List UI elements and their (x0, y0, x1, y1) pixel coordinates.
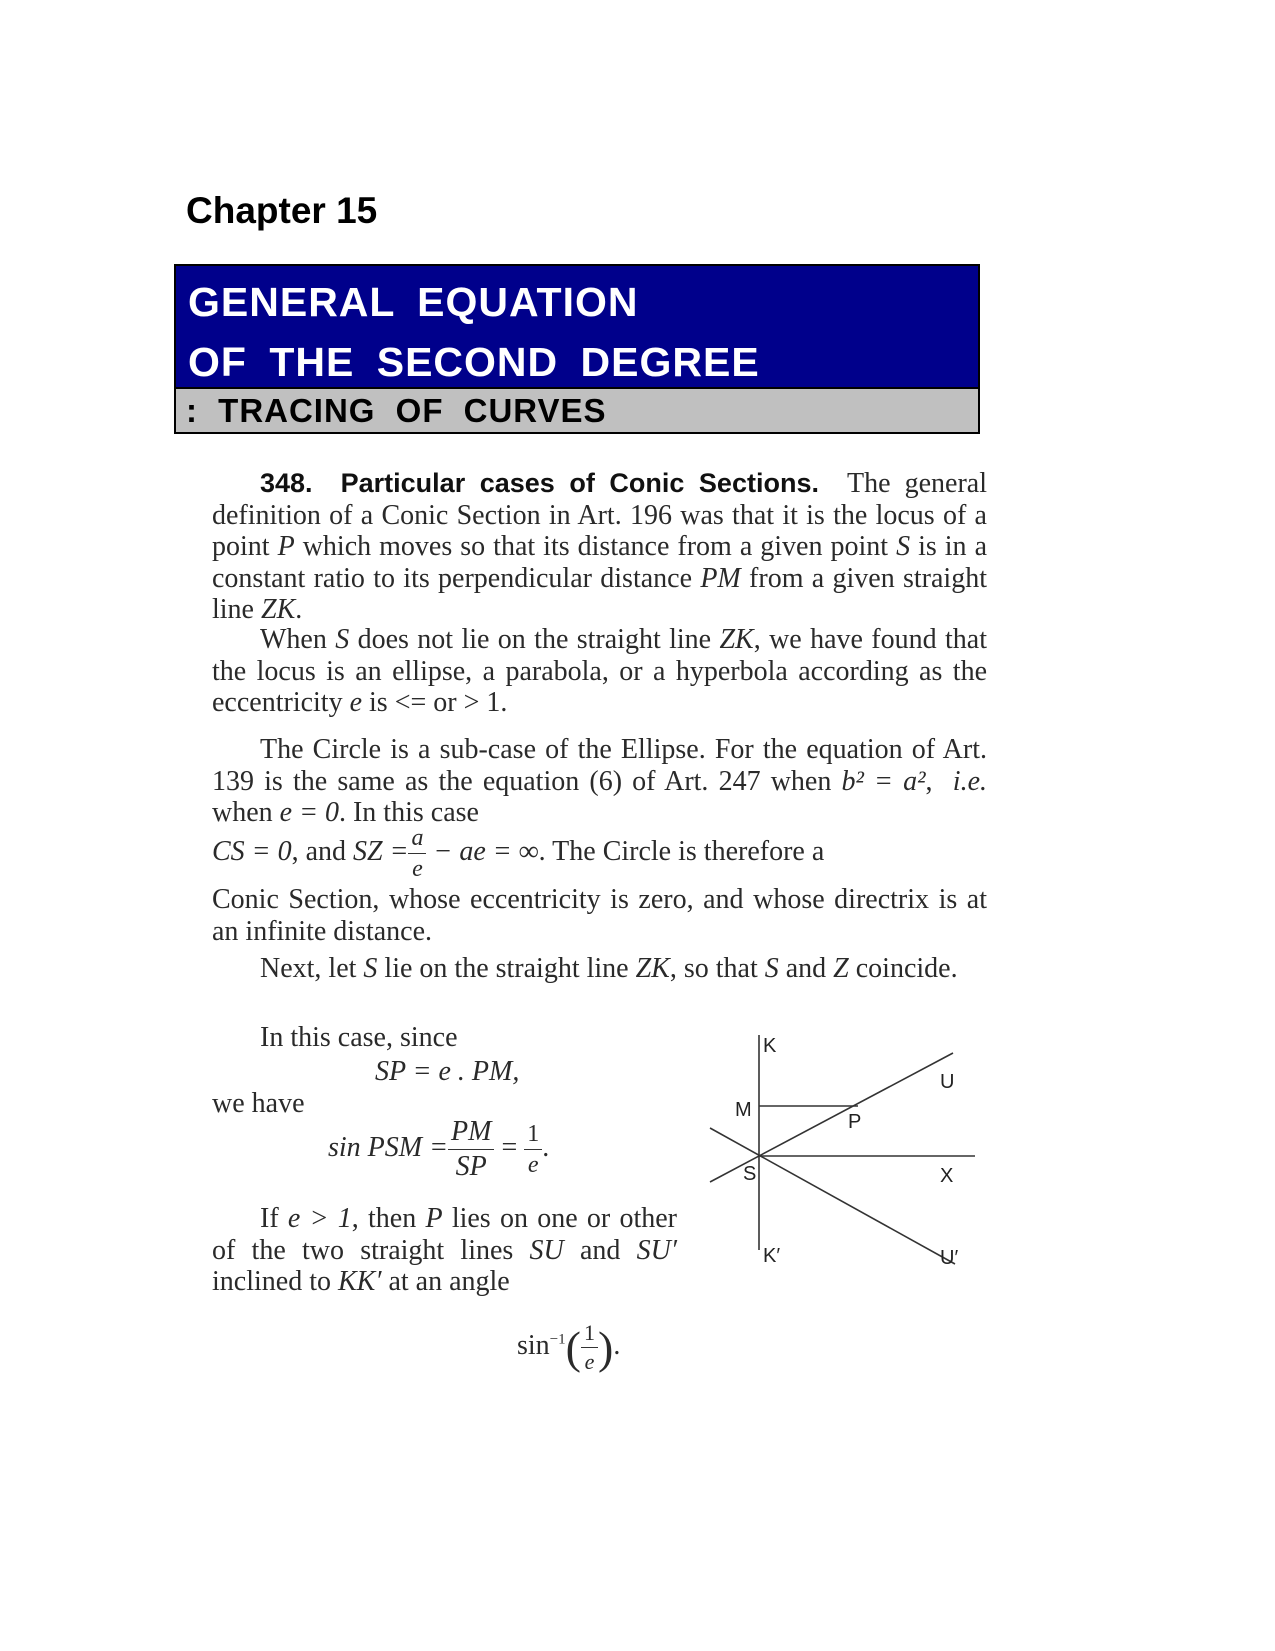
math: ZK (719, 624, 754, 655)
text-we-have: we have (212, 1088, 305, 1119)
paragraph-locus (212, 624, 987, 719)
paragraph-coincide (212, 953, 987, 985)
math: ZK (261, 594, 296, 625)
chapter-label: Chapter 15 (186, 190, 378, 231)
fraction (448, 1118, 494, 1181)
equation-inverse-sine: $\sin^{-1}$( $\frac{1}{e}$ ). (517, 1320, 621, 1374)
math: CS = 0 (212, 835, 292, 867)
math: . (542, 1131, 550, 1163)
text: does not lie on the straight line (349, 624, 720, 655)
math: P (277, 531, 295, 562)
fraction (524, 1122, 542, 1177)
math: . (613, 1329, 621, 1361)
paragraph-circle: The Circle is a sub-case of the Ellipse. For the equation of Art. 139 is the same as the equation (6) of Art. 247 when b² = a², i.e. when e = 0. In this case (212, 734, 988, 828)
line-su-prime (710, 1128, 955, 1264)
text: lies on one or other of the two straight lines (212, 1203, 677, 1266)
text: at an angle (381, 1266, 510, 1297)
paragraph-definition (212, 468, 987, 626)
text: . In this case (338, 797, 479, 828)
math: KK′ (337, 1266, 382, 1297)
math: S (764, 953, 779, 984)
text: Conic Section, whose eccentricity is zero, and whose directrix is at an infinite distance. (212, 884, 987, 947)
math: SU (529, 1234, 564, 1266)
math: PM (700, 562, 741, 594)
math: b² = a² (841, 765, 926, 797)
text: which moves so that its distance from a given point (294, 531, 897, 562)
label-u-prime: U′ (940, 1247, 959, 1269)
math: S (896, 531, 911, 562)
math: e = 0 (279, 797, 339, 828)
section-heading: Particular cases of Conic Sections. (340, 468, 819, 498)
numerator: 1 (524, 1122, 542, 1150)
text: When (260, 624, 336, 655)
text: , so that (669, 953, 765, 984)
text: coincide. (848, 953, 958, 984)
text: and (778, 953, 834, 984)
text: from a given straight line (212, 562, 987, 625)
numerator: PM (448, 1118, 494, 1150)
math: ZK (635, 953, 670, 984)
text: is <= or > 1. (362, 687, 508, 718)
text: inclined to (212, 1266, 338, 1297)
text: The general definition of a Conic Section in Art. 196 was that it is the locus of a point (212, 468, 988, 562)
chapter-title-banner (174, 264, 980, 434)
chapter-title-line-2: OF THE SECOND DEGREE (188, 339, 760, 385)
text: Next, let (260, 953, 364, 984)
fraction (581, 1322, 598, 1373)
section-number: 348. (260, 468, 313, 498)
denominator: e (412, 856, 423, 882)
math: SZ = (353, 835, 409, 867)
math: − ae = ∞ (426, 835, 539, 867)
math: S (363, 953, 378, 984)
text: , and (291, 835, 354, 867)
math: = (501, 1131, 518, 1163)
chapter-subtitle: : TRACING OF CURVES (176, 387, 978, 432)
text-in-this-case: In this case, since (260, 1022, 458, 1053)
numerator: a (408, 826, 426, 854)
denominator: e (527, 1152, 539, 1178)
text: If (260, 1203, 288, 1234)
denominator: e (584, 1349, 595, 1374)
text: , then (351, 1203, 426, 1234)
label-k: K (763, 1035, 777, 1057)
math: i.e. (952, 765, 988, 797)
fraction (408, 826, 426, 881)
math: P (425, 1203, 443, 1234)
math: e > 1 (287, 1203, 352, 1234)
equation-sp: SP = e . PM, (375, 1056, 520, 1087)
equation-sin-psm (328, 1118, 549, 1181)
text: . (295, 594, 303, 625)
math: Z (833, 953, 849, 984)
superscript: −1 (549, 1331, 566, 1348)
math: S (335, 624, 350, 655)
label-p: P (848, 1111, 862, 1133)
paragraph-directrix (212, 884, 987, 947)
text: . The Circle is therefore a (538, 835, 825, 867)
label-s: S (743, 1163, 757, 1185)
label-m: M (735, 1099, 752, 1121)
label-u: U (940, 1071, 955, 1093)
denominator: SP (455, 1151, 487, 1182)
label-k-prime: K′ (763, 1245, 781, 1267)
text: when (212, 797, 280, 828)
chapter-title-line-1: GENERAL EQUATION (188, 279, 639, 325)
paragraph-e-greater-1 (212, 1203, 677, 1298)
equation-line-circle (212, 826, 987, 881)
text: The Circle is a sub-case of the Ellipse. For the equation of Art. 139 is the same as the equation (6) of Art. 247 when (212, 734, 987, 797)
chapter-title (176, 266, 978, 387)
text: is in a constant ratio to its perpendicular distance (212, 531, 988, 594)
math: e (349, 687, 363, 718)
math: sin PSM = (328, 1131, 448, 1163)
label-x: X (940, 1165, 954, 1187)
text: and (563, 1234, 637, 1266)
text: , we have found that the locus is an ellipse, a parabola, or a hyperbola according as the eccentricity (212, 624, 987, 718)
math: sin (517, 1329, 550, 1361)
numerator: 1 (581, 1322, 598, 1348)
math: SU′ (636, 1234, 677, 1266)
conic-figure (700, 1030, 990, 1280)
text: lie on the straight line (377, 953, 636, 984)
